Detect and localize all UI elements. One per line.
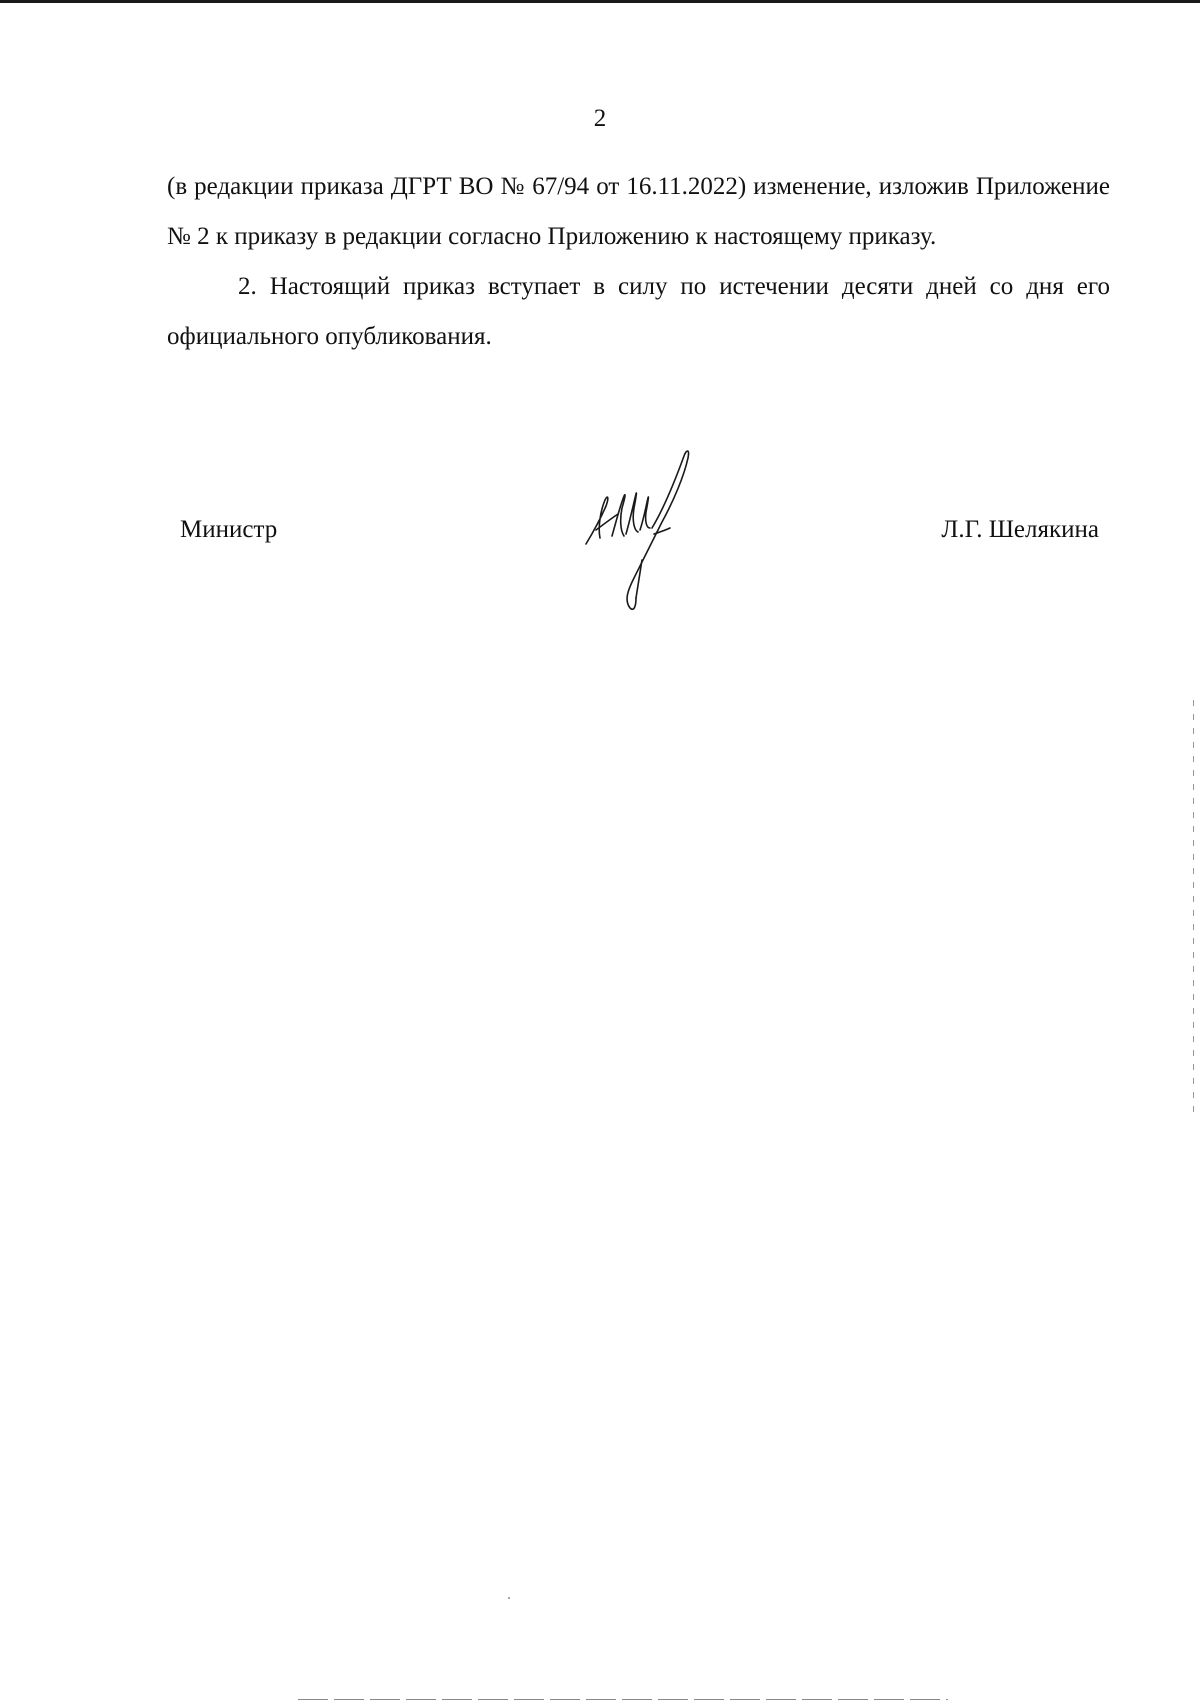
scan-right-edge (1193, 700, 1194, 1120)
paragraph-effective-date: 2. Настоящий приказ вступает в силу по истечении десяти дней со дня его официального опубликования. (167, 273, 1110, 350)
scan-speck (508, 1597, 510, 1599)
paragraph-continuation: (в редакции приказа ДГРТ ВО № 67/94 от 16.11.2022) изменение, изложив Приложение № 2 к приказу в редакции согласно Приложению к настоящему приказу. (167, 173, 1110, 250)
signer-position: Министр (180, 516, 278, 543)
handwritten-signature-icon (578, 448, 728, 618)
scan-top-edge (0, 0, 1200, 3)
document-body (167, 162, 1110, 362)
scan-bottom-edge (298, 1699, 948, 1700)
page-number: 2 (593, 105, 607, 132)
signer-name: Л.Г. Шелякина (941, 516, 1099, 543)
